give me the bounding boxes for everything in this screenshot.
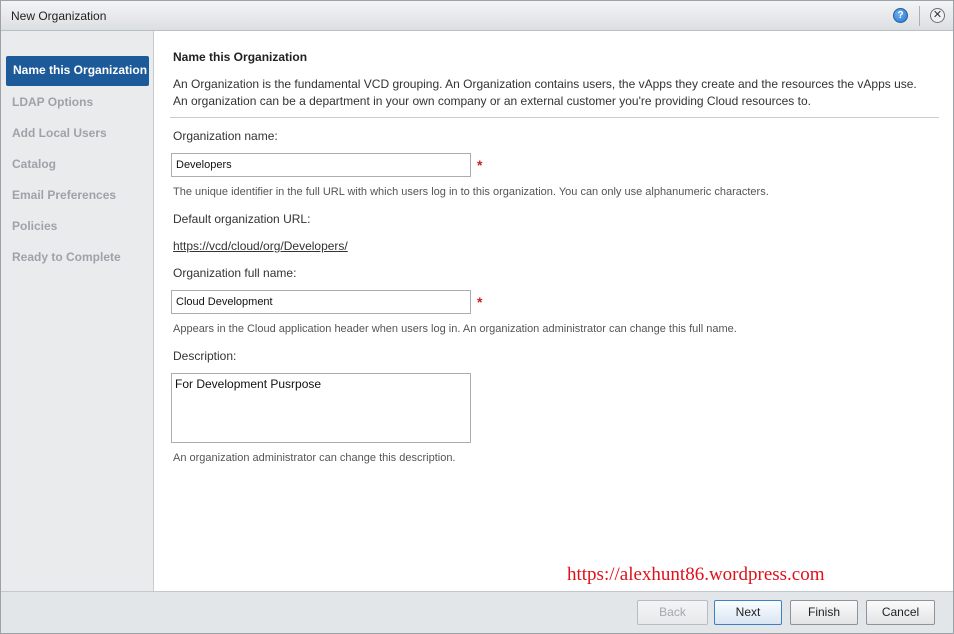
org-name-input[interactable] [171, 153, 471, 177]
title-bar [1, 1, 953, 31]
full-name-input[interactable] [171, 290, 471, 314]
dialog-footer [1, 591, 953, 633]
org-name-hint: The unique identifier in the full URL with which users log in to this organization. You can only use alphanumeric characters. [173, 186, 769, 198]
wizard-steps-sidebar [1, 31, 154, 591]
titlebar-separator [919, 6, 920, 26]
step-add-local-users[interactable]: Add Local Users [12, 126, 107, 140]
org-name-label: Organization name: [173, 129, 278, 143]
step-catalog[interactable]: Catalog [12, 157, 57, 171]
page-title: Name this Organization [173, 50, 308, 64]
intro-line-2: An organization can be a department in your own company or an external customer you're providing Cloud resources to. [173, 94, 811, 108]
org-name-required-mark: * [477, 157, 483, 173]
watermark-text: https://alexhunt86.wordpress.com [567, 564, 825, 585]
step-policies[interactable]: Policies [12, 219, 58, 233]
step-email-preferences[interactable]: Email Preferences [12, 188, 117, 202]
intro-text [173, 76, 943, 110]
back-button[interactable]: Back [637, 600, 708, 625]
divider [170, 117, 939, 118]
default-url-link[interactable]: https://vcd/cloud/org/Developers/ [173, 239, 348, 253]
full-name-label: Organization full name: [173, 266, 297, 280]
step-ready-to-complete[interactable]: Ready to Complete [12, 250, 121, 264]
finish-button[interactable]: Finish [790, 600, 858, 625]
description-hint: An organization administrator can change this description. [173, 452, 456, 464]
full-name-required-mark: * [477, 294, 483, 310]
description-textarea[interactable] [171, 373, 471, 443]
dialog-title: New Organization [11, 9, 107, 23]
close-icon[interactable]: ✕ [930, 8, 945, 23]
step-name-this-organization[interactable]: Name this Organization [6, 56, 149, 86]
full-name-hint: Appears in the Cloud application header when users log in. An organization administrator can change this full name. [173, 323, 737, 335]
intro-line-1: An Organization is the fundamental VCD grouping. An Organization contains users, the vApps they create and the resources the vApps use. [173, 77, 917, 91]
default-url-label: Default organization URL: [173, 212, 311, 226]
help-icon[interactable]: ? [893, 8, 908, 23]
next-button[interactable]: Next [714, 600, 782, 625]
step-ldap-options[interactable]: LDAP Options [12, 95, 94, 109]
description-label: Description: [173, 349, 237, 363]
cancel-button[interactable]: Cancel [866, 600, 935, 625]
step-content [155, 31, 953, 591]
